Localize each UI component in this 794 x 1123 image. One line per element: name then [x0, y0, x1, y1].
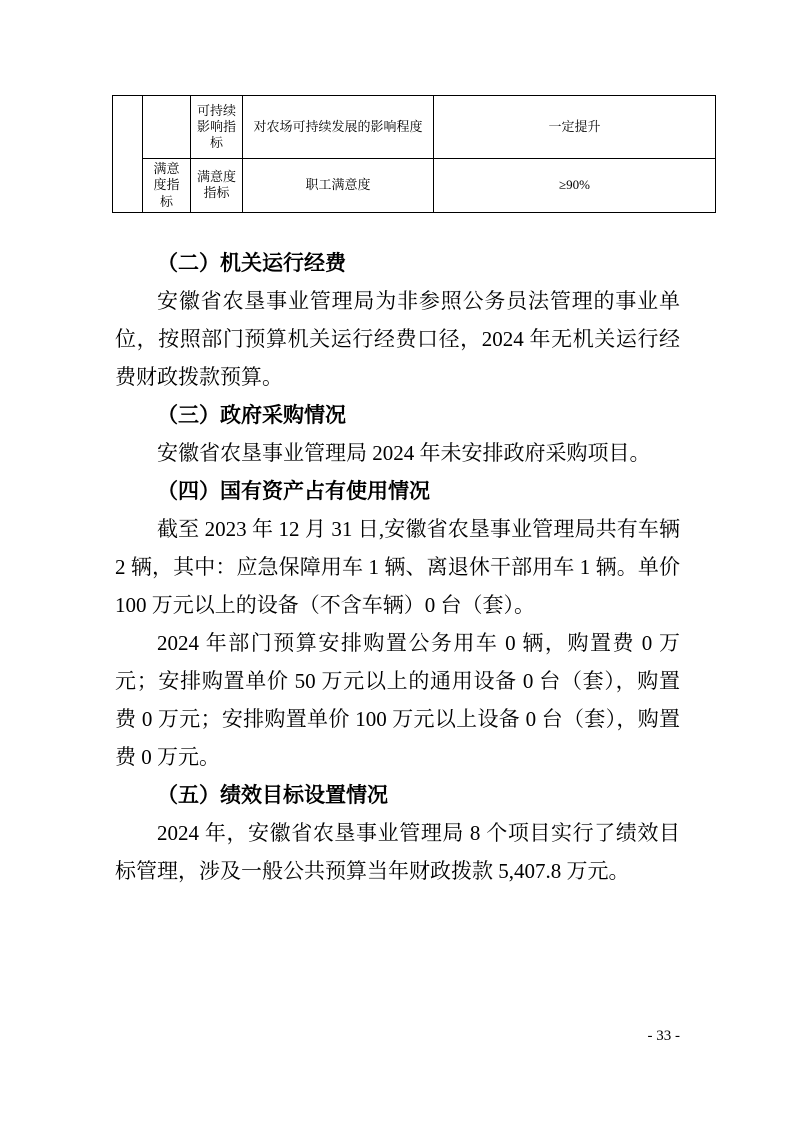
- section-heading-3: （三）政府采购情况: [157, 403, 346, 427]
- document-body: [115, 244, 680, 890]
- section-heading-4: （四）国有资产占有使用情况: [157, 479, 430, 503]
- table-row: [113, 159, 716, 213]
- table-cell-target: ≥90%: [434, 159, 716, 213]
- body-paragraph: 安徽省农垦事业管理局 2024 年未安排政府采购项目。: [157, 441, 651, 465]
- body-paragraph: 2024 年，安徽省农垦事业管理局 8 个项目实行了绩效目标管理，涉及一般公共预算当年财政拨款 5,407.8 万元。: [115, 821, 680, 883]
- body-paragraph: 安徽省农垦事业管理局为非参照公务员法管理的事业单位，按照部门预算机关运行经费口径，2024 年无机关运行经费财政拨款预算。: [115, 289, 680, 389]
- table-cell-target: 一定提升: [434, 96, 716, 159]
- section-heading-2: （二）机关运行经费: [157, 251, 346, 275]
- table-cell-blank-spanner: [113, 96, 143, 213]
- body-paragraph: 2024 年部门预算安排购置公务用车 0 辆，购置费 0 万元；安排购置单价 50 万元以上的通用设备 0 台（套），购置费 0 万元；安排购置单价 100 万元以上设备 0 台（套），购置费 0 万元。: [115, 631, 680, 769]
- performance-indicator-table-wrap: [112, 95, 716, 213]
- table-cell-indicator: 职工满意度: [243, 159, 434, 213]
- page-number: - 33 -: [647, 1028, 680, 1044]
- table-cell-category-l2: 可持续影响指标: [191, 96, 243, 159]
- table-cell-category-l1: [143, 96, 191, 159]
- table-cell-category-l1: 满意度指标: [143, 159, 191, 213]
- table-cell-category-l2: 满意度指标: [191, 159, 243, 213]
- table-cell-indicator: 对农场可持续发展的影响程度: [243, 96, 434, 159]
- performance-indicator-table: [112, 95, 716, 213]
- body-paragraph: 截至 2023 年 12 月 31 日,安徽省农垦事业管理局共有车辆 2 辆，其中：应急保障用车 1 辆、离退休干部用车 1 辆。单价 100 万元以上的设备（不含车辆）0 台（套）。: [115, 517, 680, 617]
- table-row: [113, 96, 716, 159]
- section-heading-5: （五）绩效目标设置情况: [157, 783, 388, 807]
